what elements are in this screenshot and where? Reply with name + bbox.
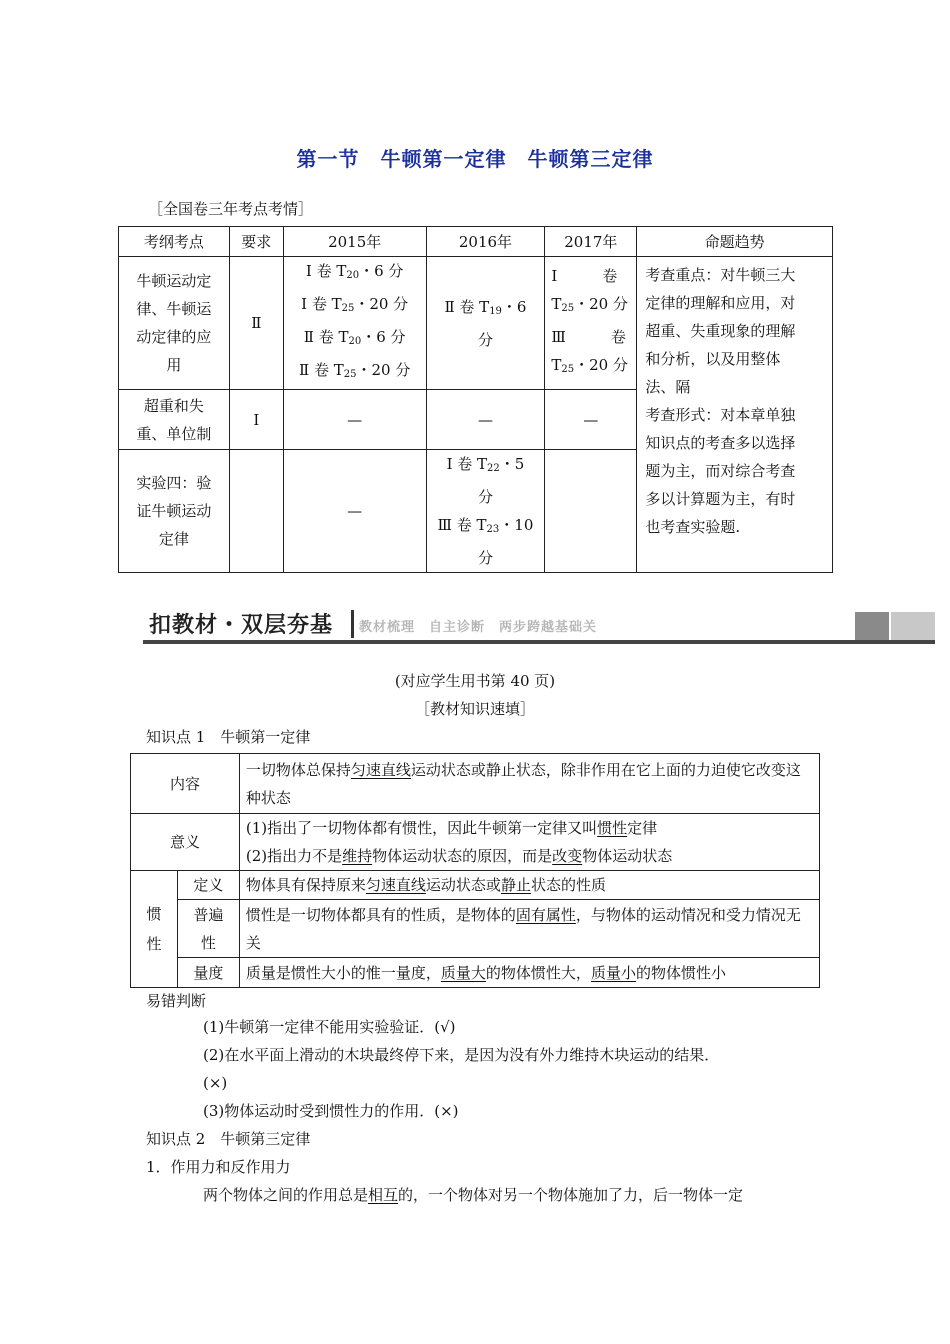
header-cell: 命题趋势: [637, 227, 833, 257]
trend-line: 知识点的考查多以选择: [645, 434, 796, 452]
section-banner: [143, 604, 935, 642]
trend-line: 超重、失重现象的理解: [645, 322, 796, 340]
universality-label-line: 性: [200, 933, 216, 952]
score-line: 分: [477, 549, 493, 567]
header-cell: 考纲考点: [119, 227, 230, 257]
exam-point-line: 动定律的应: [136, 328, 212, 346]
trend-line: 也考查实验题.: [645, 518, 741, 536]
exam-point-line: 定律: [158, 530, 189, 548]
judge-item: (1)牛顿第一定律不能用实验验证．(√): [203, 1018, 456, 1036]
exam-point-line: 重、单位制: [136, 424, 212, 443]
kp2-paragraph: [203, 1184, 743, 1206]
score-line: $T_{25}$・20 分: [551, 356, 628, 375]
text-run: 惯性是一切物体都具有的性质，是物体的: [245, 905, 516, 924]
text-run: 物体运动状态: [582, 847, 673, 865]
text-run: 一切物体总保持: [245, 760, 351, 779]
universality-text: [239, 900, 819, 958]
knowledge-table: [130, 753, 820, 988]
score-line: 分: [477, 488, 493, 506]
trend-line: 考查形式：对本章单独: [645, 406, 796, 424]
year-2016-cell: —: [426, 390, 545, 450]
fill-in-answer: 静止: [500, 876, 531, 894]
universality-label-line: 普遍: [193, 905, 224, 924]
judge-item: (×): [203, 1074, 228, 1092]
question-number: 20: [346, 270, 360, 281]
score-line: $T_{25}$・20 分: [551, 295, 628, 314]
definition-label: 定义: [177, 871, 239, 900]
score-line: Ⅰ 卷: [551, 267, 618, 285]
kp1-heading: 知识点 1 牛顿第一定律: [146, 728, 311, 746]
fill-in-answer: 质量大: [440, 963, 486, 982]
judge-item: (3)物体运动时受到惯性力的作用．(×): [203, 1102, 459, 1120]
meaning-text: [239, 814, 819, 871]
page-title: 第一节 牛顿第一定律 牛顿第三定律: [296, 147, 654, 171]
table-row: [131, 900, 820, 958]
page-reference: (对应学生用书第 40 页): [394, 672, 556, 690]
trend-line: 法、隔: [645, 378, 691, 396]
fill-in-answer: 维持: [342, 847, 373, 865]
inertia-label: [131, 871, 178, 988]
score-line: Ⅲ 卷 $T_{23}$・10: [437, 516, 534, 535]
meaning-line-1: [246, 814, 813, 842]
question-number: 25: [561, 364, 575, 375]
text-run: 两个物体之间的作用总是: [203, 1186, 369, 1204]
fill-in-answer: 固有属性: [515, 905, 576, 924]
text-run: 的物体惯性大，: [485, 963, 591, 982]
trend-line: 题为主，而对综合考查: [645, 462, 796, 480]
exam-point-line: 牛顿运动定: [136, 272, 212, 290]
banner-block-dark: [855, 612, 889, 640]
exam-point-line: 证牛顿运动: [136, 502, 212, 520]
text-run: (1)指出了一切物体都有惯性，因此牛顿第一定律又叫: [245, 819, 598, 837]
year-2016-cell: [426, 450, 545, 573]
banner-block-light: [891, 612, 935, 640]
content-text: [239, 754, 819, 814]
table-row: [119, 257, 833, 390]
fill-in-answer: 质量小: [590, 963, 636, 982]
judge-heading: 易错判断: [146, 992, 207, 1010]
fill-in-answer: 匀速直线: [350, 760, 411, 779]
fill-in-answer: 改变: [552, 847, 583, 865]
requirement-cell: Ⅰ: [229, 390, 283, 450]
header-cell: 2016年: [426, 227, 545, 257]
judge-item: (2)在水平面上滑动的木块最终停下来，是因为没有外力维持木块运动的结果．: [203, 1046, 720, 1064]
banner-rule: [143, 640, 935, 644]
text-run: 运动状态或静止状态，除非作用在它上面的力迫使它改变这种状态: [245, 760, 801, 807]
meaning-label: 意义: [131, 814, 240, 871]
exam-point-line: 实验四：验: [136, 474, 212, 492]
header-cell: 2017年: [545, 227, 637, 257]
exam-point-cell: [119, 390, 230, 450]
score-line: Ⅰ 卷 $T_{25}$・20 分: [301, 295, 409, 314]
year-2017-cell: [545, 257, 637, 390]
question-number: 25: [561, 303, 575, 314]
text-run: 运动状态或: [425, 876, 501, 894]
header-cell: 2015年: [283, 227, 426, 257]
score-line: Ⅰ 卷 $T_{20}$・6 分: [305, 262, 404, 281]
measure-text: [239, 958, 819, 988]
table-row: [131, 754, 820, 814]
text-run: 物体具有保持原来: [245, 876, 366, 894]
requirement-cell: Ⅱ: [229, 257, 283, 390]
inertia-label-line: 惯: [146, 905, 162, 923]
text-run: 状态的性质: [530, 876, 606, 894]
text-run: 的，一个物体对另一个物体施加了力，后一物体一定: [398, 1186, 744, 1204]
fill-in-answer: 相互: [368, 1186, 399, 1204]
meaning-line-2: [246, 842, 813, 870]
score-line: Ⅱ 卷 $T_{25}$・20 分: [298, 361, 411, 380]
question-number: 19: [489, 305, 502, 317]
question-number: 25: [343, 369, 357, 380]
exam-point-cell: [119, 257, 230, 390]
table-row: [131, 814, 820, 871]
table-row: [131, 958, 820, 988]
table-row: [131, 871, 820, 900]
universality-label: [177, 900, 239, 958]
text-run: 质量是惯性大小的惟一量度，: [245, 963, 441, 982]
exam-caption: ［全国卷三年考点考情］: [148, 200, 314, 218]
trend-line: 和分析，以及用整体: [645, 350, 781, 368]
year-2015-cell: —: [283, 450, 426, 573]
banner-subtitle: 教材梳理 自主诊断 两步跨越基础关: [359, 620, 598, 635]
trend-cell: [637, 257, 833, 573]
requirement-cell: [229, 450, 283, 573]
score-line: Ⅰ 卷 $T_{22}$・5: [446, 455, 525, 474]
banner-title: 扣教材・双层夯基: [149, 613, 334, 638]
trend-line: 多以计算题为主，有时: [645, 490, 796, 508]
fill-in-answer: 惯性: [597, 819, 628, 837]
score-line: Ⅲ 卷: [551, 328, 626, 346]
text-run: 定律: [627, 819, 658, 837]
exam-point-line: 超重和失: [143, 396, 204, 415]
header-cell: 要求: [229, 227, 283, 257]
exam-point-cell: [119, 450, 230, 573]
measure-label: 量度: [177, 958, 239, 988]
exam-point-line: 用: [166, 356, 182, 374]
year-2015-cell: [283, 257, 426, 390]
score-line: Ⅱ 卷 $T_{19}$・6: [444, 297, 527, 317]
question-number: 20: [348, 336, 362, 347]
exam-point-line: 律、牛顿运: [136, 300, 212, 318]
exam-table: [118, 226, 833, 573]
kp2-heading: 知识点 2 牛顿第三定律: [146, 1130, 311, 1148]
year-2017-cell: [545, 450, 637, 573]
score-line: Ⅱ 卷 $T_{20}$・6 分: [303, 328, 406, 347]
text-run: ，与物体的运动情况和受力情况无关: [245, 905, 801, 952]
score-line: 分: [477, 330, 493, 349]
text-run: 物体运动状态的原因，而是: [372, 847, 553, 865]
year-2016-cell: [426, 257, 545, 390]
year-2017-cell: —: [545, 390, 637, 450]
question-number: 22: [487, 463, 500, 474]
fill-in-answer: 匀速直线: [365, 876, 426, 894]
section-label: ［教材知识速填］: [414, 700, 535, 718]
content-label: 内容: [131, 754, 240, 814]
trend-line: 考查重点：对牛顿三大: [645, 266, 796, 284]
kp2-subheading: 1．作用力和反作用力: [146, 1158, 291, 1176]
exam-table-header: [119, 227, 833, 257]
definition-text: [239, 871, 819, 900]
banner-divider: [351, 610, 354, 638]
inertia-label-line: 性: [146, 935, 162, 953]
trend-line: 定律的理解和应用，对: [645, 294, 796, 312]
question-number: 23: [486, 524, 500, 535]
year-2015-cell: —: [283, 390, 426, 450]
question-number: 25: [341, 303, 355, 314]
text-run: 的物体惯性小: [635, 963, 726, 982]
text-run: (2)指出力不是: [245, 847, 343, 865]
